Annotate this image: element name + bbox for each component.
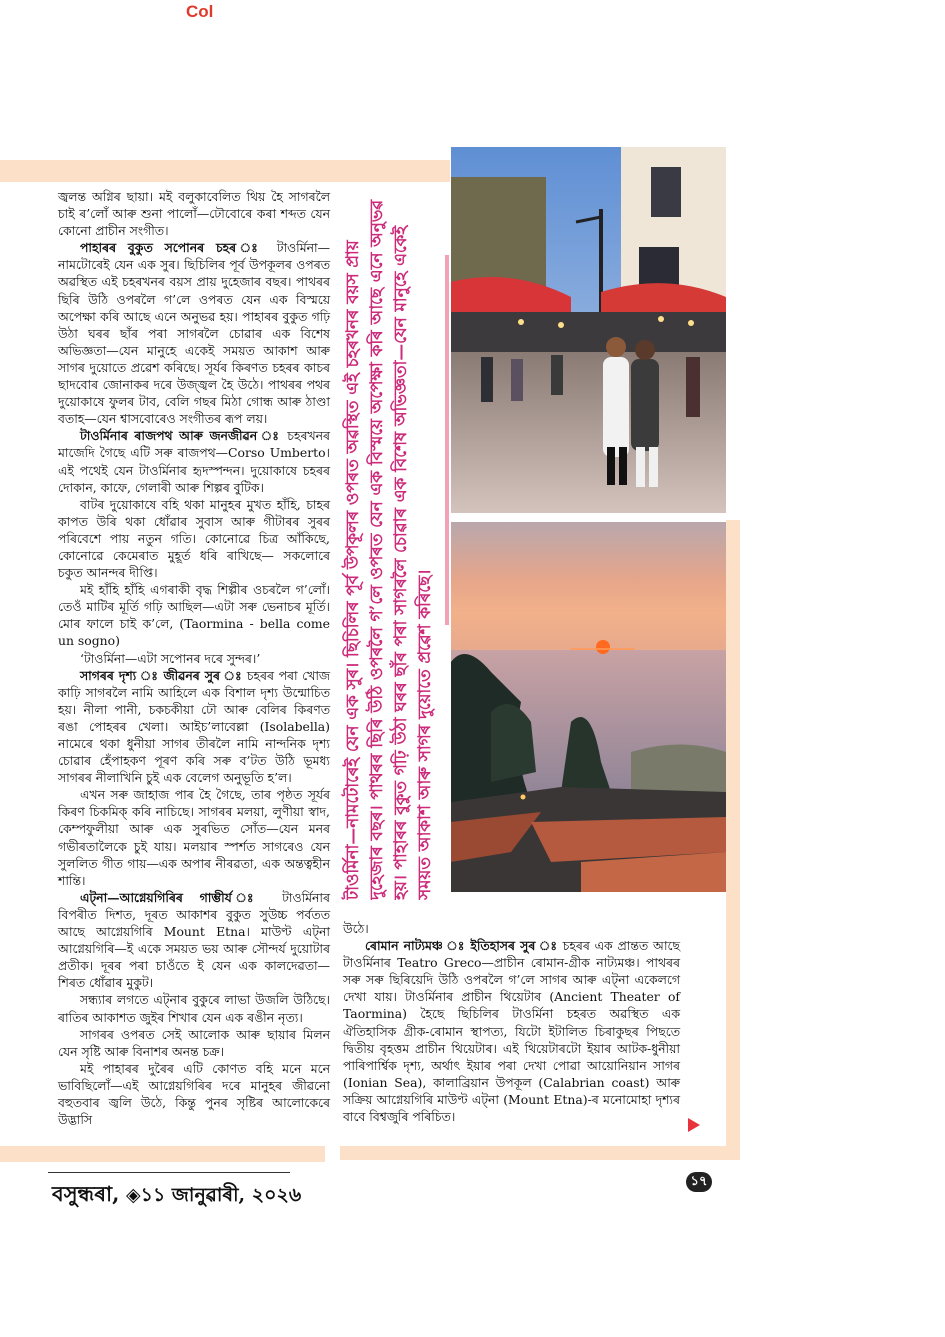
article-paragraph: সাগৰৰ ওপৰত সেই আলোক আৰু ছায়াৰ মিলন যেন সৃষ্টি আৰু বিনাশৰ অনন্ত চক্ৰ।	[58, 1026, 330, 1059]
section-tag: Col	[186, 2, 214, 21]
pull-quote: টাওৰ্মিনা—নামটোৰেই যেন এক সুৰ। ছিচিলিৰ পূৰ্ব উপকূলৰ ওপৰত অৱস্থিত এই চহৰখনৰ বয়স প্ৰায় দুহেজাৰ বছৰ। পাথৰৰ ছিৰি উঠি ওপৰলৈ গ’লে ওপৰত যেন এক বিস্ময়ে অপেক্ষা কৰি আছে এনে অনুভৱ হয়। পাহাৰৰ বুকুত গঢ়ি উঠা ঘৰৰ ছাঁৰ পৰা সাগৰলৈ চোৱাৰ এক বিশেষ অভিজ্ঞতা—যেন মানুহে একেই সময়ত আকাশ আৰু সাগৰ দুয়োতে প্ৰৱেশ কৰিছে।	[342, 199, 434, 900]
article-paragraph: জ্বলন্ত অগ্নিৰ ছায়া। মই বলুকাবেলিত থিয় হৈ সাগৰলৈ চাই ৰ’লোঁ আৰু শুনা পালোঁ—ঢৌবোৰে কৰা শব্দত যেন কোনো প্ৰাচীন সংগীত।	[58, 189, 330, 239]
page-number: ১৭	[686, 1172, 712, 1192]
subheading: পাহাৰৰ বুকুত সপোনৰ চহৰ ঃ	[80, 240, 266, 256]
article-paragraph: উঠে।	[343, 921, 369, 936]
decor-band-right	[726, 520, 740, 1160]
magazine-name: বসুন্ধৰা,	[52, 1181, 120, 1206]
article-paragraph: টাওৰ্মিনাৰ ৰাজপথ আৰু জনজীৱন ঃ চহৰখনৰ মাজেদি গৈছে এটি সৰু ৰাজপথ—Corso Umberto। এই পথেই যেন টাওৰ্মিনাৰ হৃদস্পন্দন। দুয়োকাষে চহৰৰ দোকান, কাফে, গেলাৰী আৰু শিল্পৰ বুটিক।	[58, 428, 330, 495]
article-paragraph: মই হাঁহি হাঁহি এগৰাকী বৃদ্ধ শিল্পীৰ ওচৰলৈ গ’লোঁ। তেওঁ মাটিৰ মূৰ্তি গঢ়ি আছিল—এটা সৰু ভেনাচৰ মূৰ্তি। মোৰ ফালে চাই ক’লে, (Taormina - bella come un sogno)	[58, 582, 330, 649]
article-column-left	[58, 188, 330, 1128]
subheading: এট্‌না—আগ্নেয়গিৰিৰ গাম্ভীৰ্য ঃ	[80, 889, 266, 905]
footer-rule	[48, 1172, 290, 1173]
sunset-photo	[451, 522, 726, 892]
subheading: টাওৰ্মিনাৰ ৰাজপথ আৰু জনজীৱন ঃ	[80, 428, 282, 444]
pull-quote-box	[340, 190, 445, 900]
article-paragraph: সন্ধ্যাৰ লগতে এট্‌নাৰ বুকুৰে লাভা উজলি উঠিছে। ৰাতিৰ আকাশত জুইৰ শিখাৰ যেন এক ৰঙীন নৃত্য।	[58, 992, 330, 1025]
article-paragraph: বাটৰ দুয়োকাষে বহি থকা মানুহৰ মুখত হাঁহি, চাহৰ কাপত উৰি থকা ধোঁৱাৰ সুবাস আৰু গীটাৰৰ সুৰৰ পৰিবেশে পায় নতুন গতি। কোনোৱে চিত্ৰ আঁকিছে, কোনোৱে কেমেৰাত মুহূৰ্ত ধৰি ৰাখিছে— সকলোৰে চকুত আনন্দৰ দীপ্তি।	[58, 496, 330, 581]
article-paragraph: পাহাৰৰ বুকুত সপোনৰ চহৰ ঃ টাওৰ্মিনা—নামটোৰেই যেন এক সুৰ। ছিচিলিৰ পূৰ্ব উপকূলৰ ওপৰত অৱস্থিত এই চহৰখনৰ বয়স প্ৰায় দুহেজাৰ বছৰ। পাথৰৰ ছিৰি উঠি ওপৰলৈ গ’লে ওপৰত যেন এক বিস্ময়ে অপেক্ষা কৰি আছে এনে অনুভৱ হয়। পাহাৰৰ বুকুত গঢ়ি উঠা ঘৰৰ ছাঁৰ পৰা সাগৰলৈ চোৱাৰ এক বিশেষ অভিজ্ঞতা—যেন মানুহে একেই সময়ত আকাশ আৰু সাগৰ দুয়োতে প্ৰৱেশ কৰিছে। সূৰ্যৰ কিৰণত চহৰৰ কাচৰ ছাদবোৰ জোনাকৰ দৰে উজ্জ্বল হৈ উঠে। পাথৰৰ পথৰ দুয়োকাষে ফুলৰ টাব, বেলি গছৰ মিঠা গোন্ধ আৰু ঠাণ্ডা বতাহ—যেন শ্বাসবোৰেও সংগীতৰ ৰূপ লয়।	[58, 240, 330, 427]
issue-date: ◈১১ জানুৱাৰী, ২০২৬	[126, 1184, 302, 1206]
end-marker-icon	[688, 1118, 700, 1132]
article-paragraph: এট্‌না—আগ্নেয়গিৰিৰ গাম্ভীৰ্য ঃ টাওৰ্মিনাৰ বিপৰীত দিশত, দূৰত আকাশৰ বুকুত সুউচ্চ পৰ্বতত আছে আগ্নেয়গিৰি Mount Etna। মাউণ্ট এট্‌না আগ্নেয়গিৰি—ই একে সময়ত ভয় আৰু সৌন্দৰ্য দুয়োটাৰ প্ৰতীক। দূৰৰ পৰা চাওঁতে ই যেন এক কালদেৱতা— শিৰত ধোঁৱাৰ মুকুট।	[58, 889, 330, 991]
article-paragraph: মই পাহাৰৰ দুৰৈৰ এটি কোণত বহি মনে মনে ভাবিছিলোঁ—এই আগ্নেয়গিৰিৰ দৰে মানুহৰ জীৱনো বহুতবাৰ জ্বলি উঠে, কিন্তু পুনৰ সৃষ্টিৰ আলোকেৰে উদ্ভাসি	[58, 1060, 330, 1128]
subheading: ৰোমান নাট্যমঞ্চ ঃ ইতিহাসৰ সুৰ ঃ	[365, 938, 558, 954]
article-paragraph: ৰোমান নাট্যমঞ্চ ঃ ইতিহাসৰ সুৰ ঃ চহৰৰ এক প্ৰান্তত আছে টাওৰ্মিনাৰ Teatro Greco—প্ৰাচীন ৰোমান-গ্ৰীক নাট্যমঞ্চ। পাথৰৰ সৰু সৰু ছিৰিয়েদি উঠি ওপৰলৈ গ’লে সাগৰ আৰু এট্‌না একেলগে দেখা যায়। টাওৰ্মিনাৰ প্ৰাচীন থিয়েটাৰ (Ancient Theater of Taormina) হৈছে ছিচিলিৰ টাওৰ্মিনা চহৰত অৱস্থিত এক ঐতিহাসিক গ্ৰীক-ৰোমান স্থাপত্য, যিটো ইটালিত চিৰাকুছৰ পিছতে দ্বিতীয় বৃহত্তম প্ৰাচীন থিয়েটাৰ। এই থিয়েটাৰটো ইয়াৰ আটক-ধুনীয়া পাৰিপাৰ্শ্বিক দৃশ্য, অৰ্থাৎ ইয়াৰ পৰা দেখা পোৱা আয়োনিয়ান সাগৰ (Ionian Sea), কালাব্ৰিয়ান উপকূল (Calabrian coast) আৰু সক্ৰিয় আগ্নেয়গিৰি মাউণ্ট এট্‌না (Mount Etna)-ৰ মনোমোহা দৃশ্যৰ বাবে বিশ্বজুৰি পৰিচিত।	[343, 938, 680, 1125]
decor-band-bottom-right	[340, 1146, 740, 1160]
article-paragraph: সাগৰৰ দৃশ্য ঃ জীৱনৰ সুৰ ঃ চহৰৰ পৰা খোজ কাঢ়ি সাগৰলৈ নামি আহিলে এক বিশাল দৃশ্য উন্মোচিত হয়। নীলা পানী, চকচকীয়া ঢৌ আৰু বেলিৰ কিৰণত ৰঙা পোহৰৰ খেলা। আইচ’লাবেল্লা (Isolabella) নামেৰে থকা ধুনীয়া সাগৰ তীৰলৈ নামি নান্দনিক দৃশ্য চোৱাৰ হেঁপাহকণ পূৰণ কৰি সৰু ব’টত উঠি ভূমধ্য সাগৰৰ নীলাখিনি চুই এক বেলেগ অনুভূতি হ’ল।	[58, 667, 331, 786]
pull-quote-rule	[445, 255, 449, 625]
footer	[52, 1178, 301, 1213]
decor-band-top	[0, 160, 450, 182]
article-column-right	[343, 920, 680, 1125]
subheading: সাগৰৰ দৃশ্য ঃ জীৱনৰ সুৰ ঃ	[80, 667, 243, 683]
article-paragraph: ‘টাওৰ্মিনা—এটা সপোনৰ দৰে সুন্দৰ।’	[80, 650, 261, 666]
article-paragraph: এখন সৰু জাহাজ পাৰ হৈ গৈছে, তাৰ পৃষ্ঠত সূৰ্যৰ কিৰণ চিকমিক্ কৰি নাচিছে। সাগৰৰ মলয়া, লুণীয়া স্বাদ, কেম্পফুলীয়া আৰু এক সুৰভিত সোঁত—যেন মনৰ গভীৰতালৈকে চুই যায়। মলয়াৰ স্পৰ্শত সাগৰেও যেন সুললিত গীত গায়—এক অপাৰ নীৰৱতা, এক অন্তত্বহীন শান্তি।	[58, 787, 330, 888]
decor-band-bottom-left	[0, 1146, 325, 1162]
street-photo	[451, 147, 726, 513]
